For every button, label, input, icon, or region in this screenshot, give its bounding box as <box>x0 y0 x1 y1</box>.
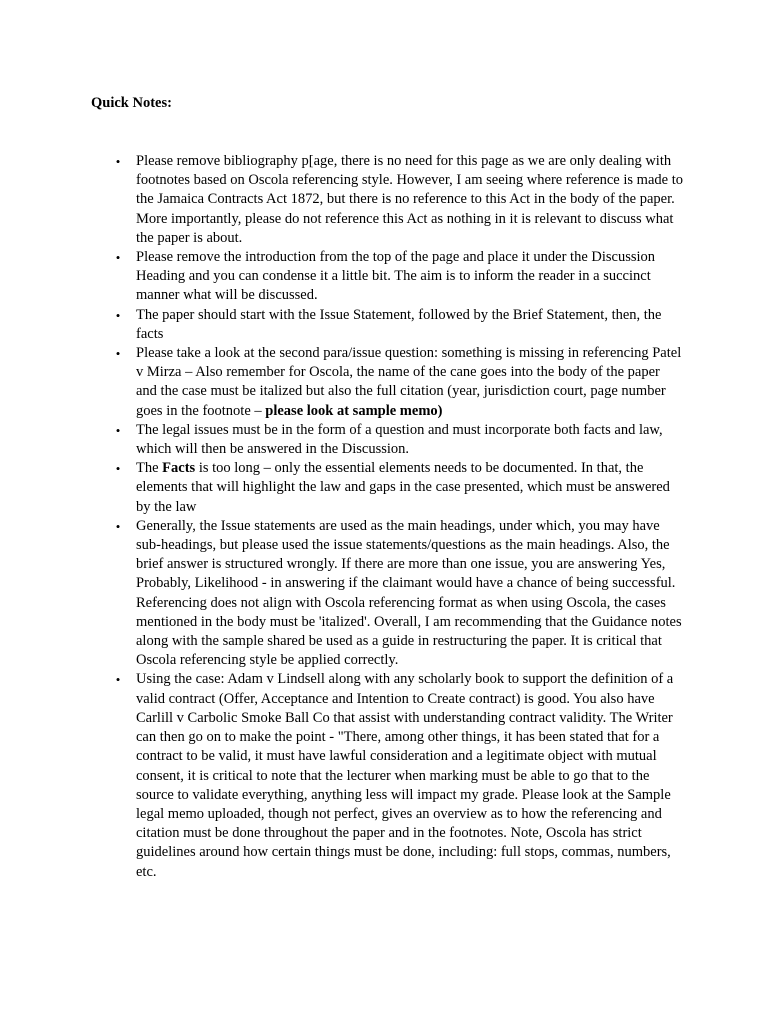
note-text: is too long – only the essential elements needs to be documented. In that, the elements that will highlight the law and gaps in the case presented, which must be answered by the law <box>136 460 670 515</box>
note-item-6 <box>115 459 684 517</box>
note-item-2 <box>115 248 684 306</box>
note-text: Please take a look at the second para/issue question: something is missing in referencing Patel v Mirza – Also remember for Oscola, the name of the cane goes into the body of the paper and the case must be italized but also the full citation (year, jurisdiction court, page number goes in the footnote – <box>136 345 682 419</box>
note-text-container <box>136 459 684 517</box>
note-item-8 <box>115 670 684 881</box>
note-text: Generally, the Issue statements are used as the main headings, under which, you may have sub-headings, but please used the issue statements/questions as the main headings. Also, the brief answer is structured wrongly. If there are more than one issue, you are answering Yes, Probably, Likelihood - in answering if the claimant would have a chance of being successful. Referencing does not align with Oscola referencing format as when using Oscola, the cases mentioned in the body must be 'italized'. Overall, I am recommending that the Guidance notes along with the sample shared be used as a guide in restructuring the paper. It is critical that Oscola referencing style be applied correctly. <box>136 517 682 669</box>
note-bold-tail: please look at sample memo) <box>265 402 443 419</box>
note-text: Please remove bibliography p[age, there is no need for this page as we are only dealing with footnotes based on Oscola referencing style. However, I am seeing where reference is made to the Jamaica Contracts Act 1872, but there is no reference to this Act in the body of the paper. More importantly, please do not reference this Act as nothing in it is relevant to discuss what the paper is about. <box>136 153 683 246</box>
note-text-container <box>136 344 684 421</box>
bullet-icon: • <box>115 518 121 534</box>
notes-list <box>115 152 684 882</box>
bullet-icon: • <box>115 307 121 323</box>
page-title: Quick Notes: <box>91 95 172 111</box>
bullet-icon: • <box>115 250 121 266</box>
note-text: The legal issues must be in the form of a question and must incorporate both facts and law, which will then be answered in the Discussion. <box>136 421 663 458</box>
note-item-1 <box>115 152 684 248</box>
note-text: Please remove the introduction from the top of the page and place it under the Discussion Heading and you can condense it a little bit. The aim is to inform the reader in a succinct manner what will be discussed. <box>136 249 656 304</box>
bullet-icon: • <box>115 154 121 169</box>
note-item-7 <box>115 517 684 671</box>
note-text: Using the case: Adam v Lindsell along with any scholarly book to support the definition of a valid contract (Offer, Acceptance and Intention to Create contract) is good. You also have Carlill v Carbolic Smoke Ball Co that assist with understanding contract validity. The Writer can then go on to make the point - "There, among other things, it has been stated that for a contract to be valid, it must have lawful consideration and a legitimate object with mutual consent, it is critical to note that the lecturer when marking must be able to go that to the source to validate everything, anything less will impact my grade. Please look at the Sample legal memo uploaded, though not perfect, gives an overview as to how the referencing and citation must be done throughout the paper and in the footnotes. Note, Oscola has strict guidelines around how certain things must be done, including: full stops, commas, numbers, etc. <box>136 671 674 880</box>
note-text: The paper should start with the Issue Statement, followed by the Brief Statement, then, the facts <box>136 306 662 342</box>
note-item-5 <box>115 421 684 459</box>
bullet-icon: • <box>115 461 121 477</box>
bullet-icon: • <box>115 422 121 438</box>
note-lead: The <box>136 460 163 477</box>
note-bold-word: Facts <box>162 460 196 477</box>
note-item-4 <box>115 344 684 421</box>
bullet-icon: • <box>115 346 121 362</box>
note-item-3 <box>115 306 684 344</box>
bullet-icon: • <box>115 672 121 688</box>
